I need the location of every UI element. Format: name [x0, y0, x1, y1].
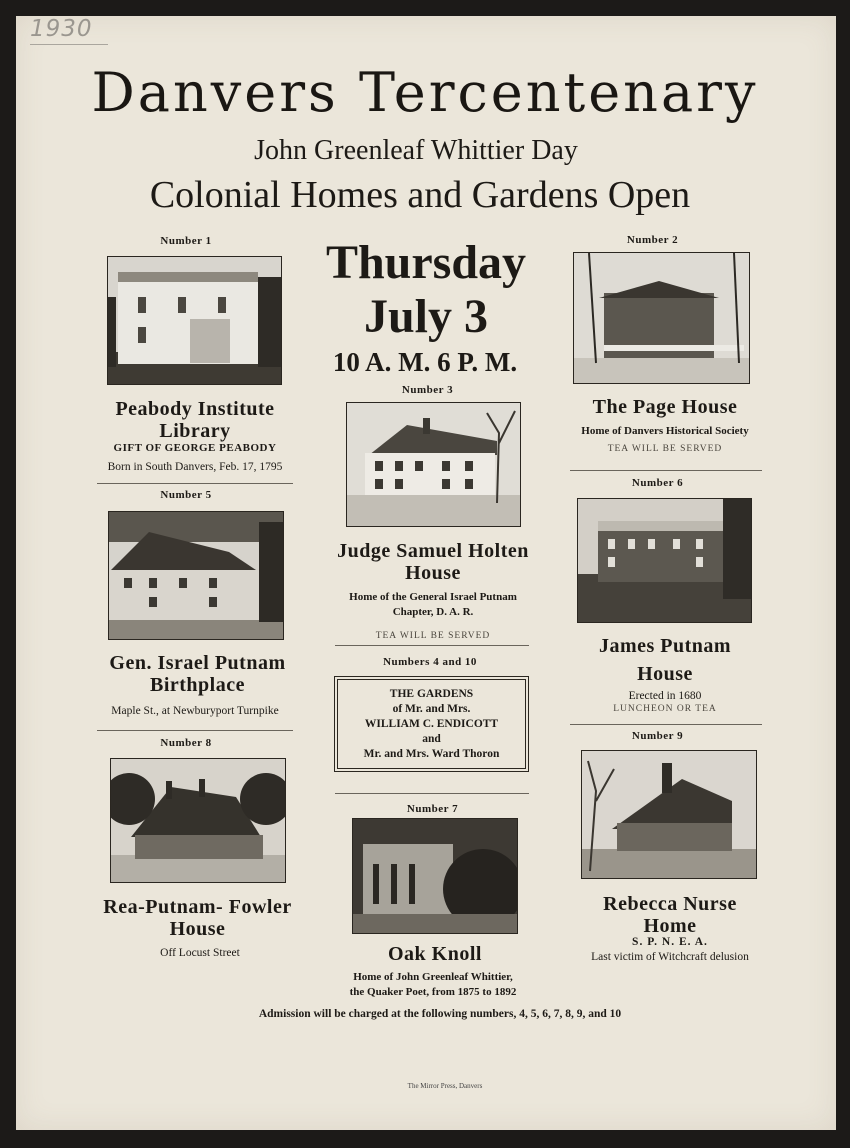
poster-title: Danvers Tercentenary [91, 61, 759, 124]
house-1-name [95, 398, 295, 442]
poster-subtitle-2: Colonial Homes and Gardens Open [149, 174, 691, 216]
gardens-line-2: of Mr. and Mrs. [392, 703, 471, 715]
house-6-number: Number 6 [631, 477, 684, 489]
house-5-photo [108, 511, 284, 640]
house-6-note-luncheon: LUNCHEON OR TEA [613, 704, 717, 714]
gardens-number: Numbers 4 and 10 [383, 656, 477, 668]
house-3-number: Number 3 [401, 384, 454, 396]
house-8-name-line2: House [169, 918, 226, 940]
gardens-line-1: THE GARDENS [389, 688, 474, 700]
house-8-name-line1: Rea-Putnam- Fowler [103, 896, 292, 918]
event-date: July 3 [363, 290, 489, 343]
divider [97, 483, 293, 484]
house-2-number: Number 2 [626, 234, 679, 246]
house-2-note-home: Home of Danvers Historical Society [581, 425, 749, 437]
printer-credit: The Mirror Press, Danvers [407, 1082, 483, 1090]
house-7-notes [318, 970, 548, 1000]
house-6-note-erected: Erected in 1680 [628, 690, 702, 702]
house-1-name-line1: Peabody Institute [115, 398, 275, 420]
house-3-photo [346, 402, 521, 527]
house-8-photo [110, 758, 286, 883]
house-2-note-tea: TEA WILL BE SERVED [607, 444, 723, 454]
house-9-note-spnea: S. P. N. E. A. [632, 936, 708, 948]
divider [97, 730, 293, 731]
house-2-photo [573, 252, 750, 384]
house-8-number: Number 8 [160, 737, 212, 749]
house-7-note-poet: the Quaker Poet, from 1875 to 1892 [349, 986, 517, 998]
house-9-name-line1: Rebecca Nurse [603, 893, 737, 915]
house-9-name [570, 893, 770, 937]
house-9-name-line2: Home [643, 915, 697, 937]
house-5-name [95, 652, 300, 696]
house-1-note-born: Born in South Danvers, Feb. 17, 1795 [107, 461, 283, 473]
gardens-box [334, 676, 529, 772]
house-5-number: Number 5 [160, 489, 212, 501]
house-3-name-line2: House [405, 562, 461, 584]
house-1-notes [90, 441, 300, 475]
divider [570, 470, 762, 471]
event-time: 10 A. M. 6 P. M. [332, 347, 518, 377]
house-3-note-chapter: Chapter, D. A. R. [392, 606, 474, 618]
house-6-name-line1: James Putnam [598, 635, 732, 657]
house-5-note-address: Maple St., at Newburyport Turnpike [111, 705, 279, 717]
house-7-note-home: Home of John Greenleaf Whittier, [353, 971, 513, 983]
house-2-name [565, 396, 765, 418]
house-1-note-gift: GIFT OF GEORGE PEABODY [113, 442, 277, 454]
house-2-notes [550, 424, 780, 457]
gardens-line-3: WILLIAM C. ENDICOTT [364, 718, 499, 730]
divider [570, 724, 762, 725]
house-2-name-line1: The Page House [592, 396, 738, 418]
house-7-name [335, 943, 535, 965]
house-1-number: Number 1 [160, 235, 212, 247]
house-6-photo [577, 498, 752, 623]
event-day: Thursday [325, 236, 527, 289]
house-3-name-line1: Judge Samuel Holten [337, 540, 529, 562]
house-1-photo [107, 256, 282, 385]
house-8-notes [85, 946, 315, 961]
gardens-line-4: and [422, 733, 441, 745]
house-7-number: Number 7 [406, 803, 459, 815]
house-5-notes [85, 704, 305, 719]
poster-subtitle: John Greenleaf Whittier Day [254, 135, 578, 166]
house-9-photo [581, 750, 757, 879]
gardens-line-5: Mr. and Mrs. Ward Thoron [363, 748, 500, 760]
house-6-name-line2: House [637, 663, 693, 685]
house-7-photo [352, 818, 518, 934]
house-1-name-line2: Library [159, 420, 231, 442]
divider [335, 793, 529, 794]
house-5-name-line1: Gen. Israel Putnam [109, 652, 286, 674]
house-9-note-witchcraft: Last victim of Witchcraft delusion [591, 951, 749, 963]
house-3-note-tea: TEA WILL BE SERVED [375, 631, 491, 641]
house-5-name-line2: Birthplace [150, 674, 245, 696]
house-7-name-line1: Oak Knoll [388, 943, 482, 965]
pencil-year-note: 1930 [30, 16, 108, 45]
house-3-note-home: Home of the General Israel Putnam [349, 591, 517, 603]
house-6-name [565, 632, 765, 688]
house-9-number: Number 9 [631, 730, 684, 742]
house-3-name [318, 540, 548, 584]
house-6-notes [565, 689, 765, 717]
admission-note: Admission will be charged at the following numbers, 4, 5, 6, 7, 8, 9, and 10 [258, 1008, 622, 1020]
house-8-name [95, 896, 300, 940]
house-9-notes [560, 935, 780, 965]
house-3-notes [318, 590, 548, 644]
house-8-note-address: Off Locust Street [160, 947, 240, 959]
divider [335, 645, 529, 646]
